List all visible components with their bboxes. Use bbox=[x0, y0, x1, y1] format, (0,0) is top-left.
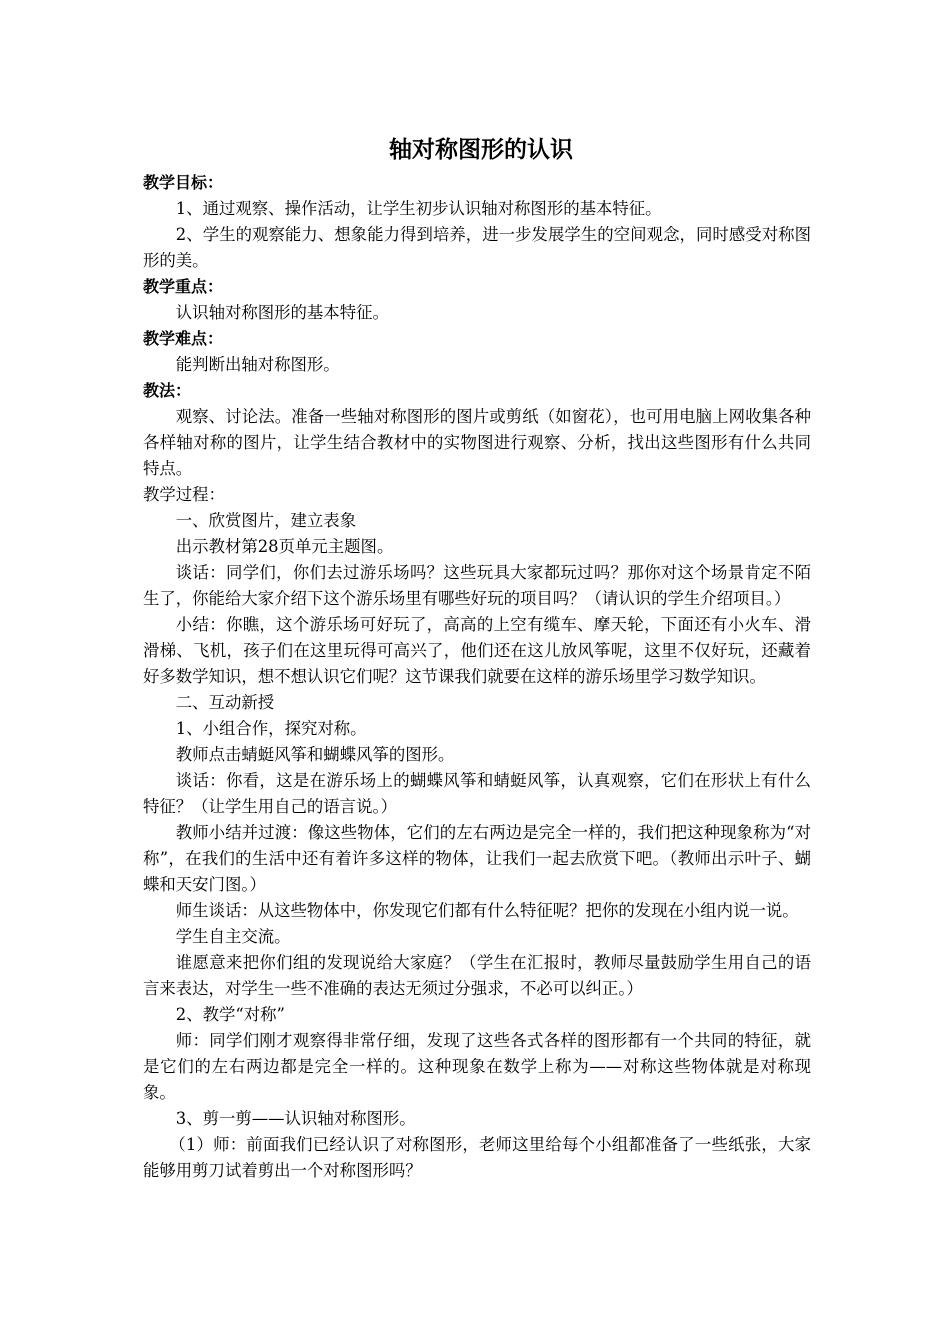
goal-1: 1、通过观察、操作活动，让学生初步认识轴对称图形的基本特征。 bbox=[175, 199, 662, 218]
goal-2: 2、学生的观察能力、想象能力得到培养，进一步发展学生的空间观念，同时感受对称图形的美。 bbox=[143, 225, 811, 270]
paragraph: 小结：你瞧，这个游乐场可好玩了，高高的上空有缆车、摩天轮，下面还有小火车、滑滑梯、飞机，孩子们在这里玩得可高兴了，他们还在这儿放风筝呢，这里不仅好玩，还藏着好多数学知识，想不想认识它们呢？这节课我们就要在这样的游乐场里学习数学知识。 bbox=[143, 615, 811, 686]
paragraph: 出示教材第28页单元主题图。 bbox=[175, 537, 394, 556]
document-page bbox=[143, 130, 811, 1184]
paragraph: 1、小组合作，探究对称。 bbox=[175, 719, 367, 738]
paragraph: 师生谈话：从这些物体中，你发现它们都有什么特征呢？把你的发现在小组内说一说。 bbox=[175, 901, 799, 920]
paragraph: 学生自主交流。 bbox=[175, 927, 291, 946]
method-text: 观察、讨论法。准备一些轴对称图形的图片或剪纸（如窗花），也可用电脑上网收集各种各样轴对称的图片，让学生结合教材中的实物图进行观察、分析，找出这些图形有什么共同特点。 bbox=[143, 407, 811, 478]
goals-heading: 教学目标： bbox=[143, 173, 224, 192]
paragraph: （1）师：前面我们已经认识了对称图形，老师这里给每个小组都准备了一些纸张，大家能够用剪刀试着剪出一个对称图形吗？ bbox=[143, 1135, 811, 1180]
paragraph: 2、教学“对称” bbox=[175, 1005, 285, 1024]
paragraph: 谁愿意来把你们组的发现说给大家庭？（学生在汇报时，教师尽量鼓励学生用自己的语言来表达，对学生一些不准确的表达无须过分强求，不必可以纠正。） bbox=[143, 953, 811, 998]
paragraph: 师：同学们刚才观察得非常仔细，发现了这些各式各样的图形都有一个共同的特征，就是它们的左右两边都是完全一样的。这种现象在数学上称为——对称这些物体就是对称现象。 bbox=[143, 1031, 811, 1102]
paragraph: 教师小结并过渡：像这些物体，它们的左右两边是完全一样的，我们把这种现象称为“对称”，在我们的生活中还有着许多这样的物体，让我们一起去欣赏下吧。（教师出示叶子、蝴蝶和天安门图。） bbox=[143, 823, 811, 894]
difficulty-text: 能判断出轴对称图形。 bbox=[175, 355, 340, 374]
process-heading: 教学过程： bbox=[143, 485, 225, 504]
paragraph: 谈话：同学们，你们去过游乐场吗？这些玩具大家都玩过吗？那你对这个场景肯定不陌生了，你能给大家介绍下这个游乐场里有哪些好玩的项目吗？（请认识的学生介绍项目。） bbox=[143, 563, 811, 608]
paragraph: 二、互动新授 bbox=[175, 693, 275, 712]
paragraph: 教师点击蜻蜓风筝和蝴蝶风筝的图形。 bbox=[175, 745, 455, 764]
paragraph: 一、欣赏图片，建立表象 bbox=[175, 511, 357, 530]
paragraph: 谈话：你看，这是在游乐场上的蝴蝶风筝和蜻蜓风筝，认真观察，它们在形状上有什么特征？（让学生用自己的语言说。） bbox=[143, 771, 811, 816]
difficulty-heading: 教学难点： bbox=[143, 329, 224, 348]
method-heading: 教法： bbox=[143, 381, 192, 400]
key-heading: 教学重点： bbox=[143, 277, 224, 296]
key-text: 认识轴对称图形的基本特征。 bbox=[175, 303, 389, 322]
paragraph: 3、剪一剪——认识轴对称图形。 bbox=[175, 1109, 416, 1128]
document-title: 轴对称图形的认识 bbox=[389, 136, 573, 163]
